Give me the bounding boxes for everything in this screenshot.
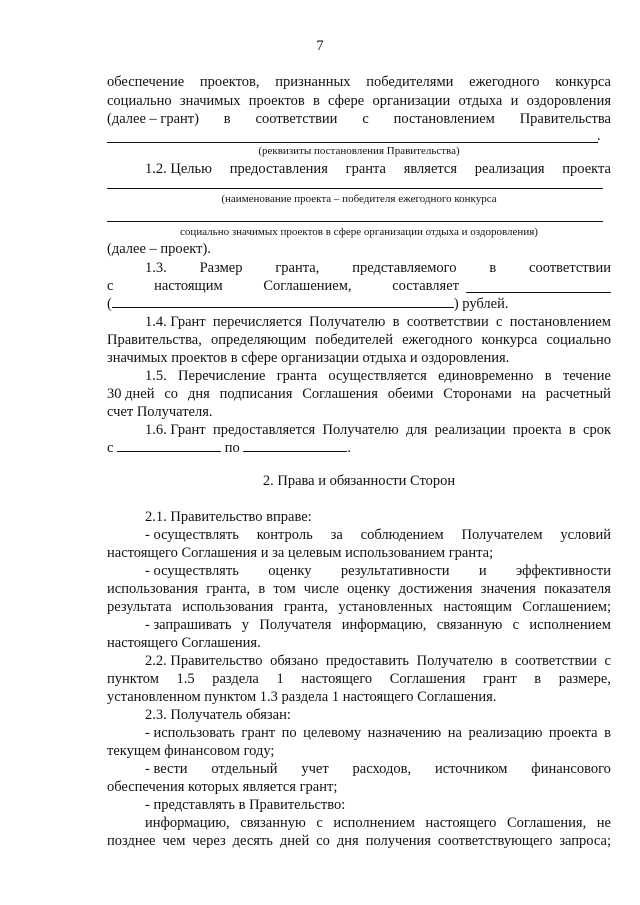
word: учет	[301, 761, 329, 777]
word: показателя	[544, 581, 611, 597]
word: настоящим	[154, 278, 223, 294]
word: - вести	[145, 761, 188, 777]
word: со	[316, 833, 330, 849]
line	[145, 421, 611, 439]
section-heading: 2. Права и обязанности Сторон	[262, 473, 456, 489]
word: гранта,	[283, 599, 328, 615]
word: достижения	[398, 581, 473, 597]
word: 2.2. Правительство	[145, 653, 263, 669]
line	[145, 562, 611, 580]
line	[145, 652, 611, 670]
word: Соглашения	[389, 671, 466, 687]
line-end-period: .	[597, 128, 601, 144]
word: гранта,	[275, 260, 320, 276]
word: проекта	[548, 725, 598, 741]
date-to-blank	[243, 439, 347, 452]
word: и	[478, 563, 487, 579]
word: в	[489, 260, 497, 276]
word: оценку	[268, 563, 312, 579]
word: том	[273, 581, 296, 597]
word: реализация	[474, 161, 545, 177]
line	[145, 616, 611, 634]
word: информацию,	[341, 617, 427, 633]
word: 1.3.	[145, 260, 167, 276]
word: грант	[482, 671, 517, 687]
word: в	[500, 653, 508, 669]
word: организации	[372, 93, 451, 109]
line: счет Получателя.	[107, 404, 213, 420]
word: запроса;	[559, 833, 611, 849]
word: 1	[276, 671, 284, 687]
word: 1.4. Грант	[145, 314, 206, 330]
word: (далее – грант)	[107, 111, 199, 127]
amount-blank	[112, 295, 454, 308]
word: за	[330, 527, 343, 543]
word: настоящим	[443, 599, 512, 615]
line	[145, 313, 611, 331]
word: назначению	[367, 725, 442, 741]
blank-line	[107, 142, 598, 143]
word: источником	[434, 761, 508, 777]
word: предоставляется	[212, 422, 316, 438]
word: Соглашения,	[506, 815, 587, 831]
word: - использовать	[145, 725, 235, 741]
word: результата	[107, 599, 172, 615]
word: гранта,	[206, 581, 251, 597]
line	[145, 724, 611, 742]
word: постановлением	[393, 111, 495, 127]
word: дней	[279, 833, 310, 849]
word: в	[604, 725, 611, 741]
word: отдельный	[211, 761, 278, 777]
line: - представлять в Правительство:	[145, 797, 346, 813]
line: обеспечения которых является грант;	[107, 779, 338, 795]
word: не	[596, 815, 611, 831]
word: с	[496, 314, 503, 330]
word: соответствии	[406, 314, 489, 330]
line	[107, 439, 611, 457]
word: в	[312, 93, 320, 109]
word: Получателю	[416, 653, 493, 669]
word: составляет	[392, 278, 459, 294]
word: на	[447, 725, 462, 741]
word: финансового	[531, 761, 611, 777]
line	[145, 526, 611, 544]
blank-line	[107, 188, 603, 189]
word: Получателем	[461, 527, 543, 543]
to-label: по	[224, 440, 240, 456]
word: соответствии	[529, 260, 611, 276]
word: Получателя	[259, 617, 332, 633]
word: ежегодного	[469, 74, 540, 90]
word: победителями	[366, 74, 454, 90]
line	[107, 670, 611, 688]
word: Правительства,	[107, 332, 202, 348]
word: настоящего	[425, 815, 497, 831]
line	[107, 295, 611, 313]
word: течение	[562, 368, 611, 384]
word: связанную	[436, 617, 503, 633]
line	[107, 92, 611, 110]
field-hint: социально значимых проектов в сфере организации отдыха и оздоровления)	[180, 226, 538, 238]
line-end-period: .	[347, 440, 351, 456]
word: гранта	[345, 161, 386, 177]
word: по	[281, 725, 297, 741]
word: обеими	[387, 386, 434, 402]
blank-line	[107, 221, 603, 222]
word: конкурса	[481, 332, 538, 348]
word: дня	[187, 386, 210, 402]
word: с	[107, 278, 114, 294]
word: в	[544, 368, 552, 384]
line	[145, 160, 611, 178]
word: значения	[480, 581, 536, 597]
word: использования	[107, 581, 199, 597]
word: для	[406, 422, 428, 438]
word: 1.2. Целью	[145, 161, 212, 177]
word: победителей	[315, 332, 394, 348]
word: информацию,	[145, 815, 230, 831]
word: с	[512, 617, 520, 633]
word: обеспечение	[107, 74, 185, 90]
word: представляемого	[352, 260, 457, 276]
word: - осуществлять	[145, 527, 239, 543]
word: Получателю	[322, 422, 399, 438]
word: проекта	[512, 422, 562, 438]
line: 2.3. Получатель обязан:	[145, 707, 291, 723]
word: значимых	[179, 93, 241, 109]
word: чем	[162, 833, 186, 849]
word: у	[241, 617, 250, 633]
blank-line	[466, 292, 611, 293]
line: (далее – проект).	[107, 241, 211, 257]
word: на	[521, 386, 536, 402]
word: Сторонами	[443, 386, 512, 402]
word: в	[223, 111, 231, 127]
word: сфере	[328, 93, 365, 109]
word: в	[392, 314, 400, 330]
line	[107, 73, 611, 91]
word: настоящего	[301, 671, 373, 687]
word: Соглашения	[302, 386, 378, 402]
word: использования	[182, 599, 274, 615]
word: условий	[560, 527, 611, 543]
word: единовременно	[438, 368, 534, 384]
word: связанную	[240, 815, 306, 831]
word: обязано	[270, 653, 319, 669]
word: - запрашивать	[145, 617, 232, 633]
word: проектов,	[199, 74, 260, 90]
word: получения	[365, 833, 431, 849]
line: значимых проектов в сфере организации отдыха и оздоровления.	[107, 350, 510, 366]
word: установленных	[338, 599, 433, 615]
paren-close: ) рублей.	[453, 296, 509, 312]
word: пунктом	[107, 671, 159, 687]
word: в	[258, 581, 266, 597]
word: размере,	[558, 671, 611, 687]
word: десять	[232, 833, 273, 849]
word: срок	[583, 422, 611, 438]
line	[107, 277, 459, 295]
word: 30 дней	[107, 386, 155, 402]
word: Получателю	[309, 314, 386, 330]
date-from-blank	[117, 439, 221, 452]
word: раздела	[212, 671, 259, 687]
word: Правительства	[519, 111, 611, 127]
word: признанных	[275, 74, 351, 90]
word: исполнением	[333, 815, 415, 831]
word: соответствии	[514, 653, 597, 669]
line: 2.1. Правительство вправе:	[145, 509, 312, 525]
word: результативности	[340, 563, 450, 579]
word: исполнением	[529, 617, 611, 633]
line: настоящего Соглашения.	[107, 635, 261, 651]
from-label: с	[107, 440, 114, 456]
word: целевому	[303, 725, 362, 741]
paren-open: (	[107, 296, 112, 312]
word: числе	[303, 581, 339, 597]
word: проектов	[248, 93, 305, 109]
line: текущем финансовом году;	[107, 743, 275, 759]
word: отдыха	[458, 93, 503, 109]
word: 1.5	[176, 671, 195, 687]
word: проекта	[562, 161, 611, 177]
line	[145, 760, 611, 778]
line: настоящего Соглашения и за целевым использованием гранта;	[107, 545, 494, 561]
word: соблюдением	[360, 527, 444, 543]
word: соответствии	[255, 111, 338, 127]
word: в	[534, 671, 542, 687]
word: реализации	[434, 422, 506, 438]
page-number: 7	[316, 38, 324, 54]
word: реализацию	[468, 725, 543, 741]
word: постановлением	[509, 314, 611, 330]
word: соответствующего	[437, 833, 553, 849]
word: - осуществлять	[145, 563, 239, 579]
word: ежегодного	[402, 332, 473, 348]
word: эффективности	[516, 563, 611, 579]
line	[107, 598, 611, 616]
word: в	[568, 422, 576, 438]
word: со	[164, 386, 179, 402]
line	[107, 331, 611, 349]
line	[145, 814, 611, 832]
line	[145, 367, 611, 385]
word: оценку	[347, 581, 391, 597]
word: оздоровления	[526, 93, 611, 109]
field-hint: (наименование проекта – победителя ежегодного конкурса	[221, 193, 497, 205]
word: осуществляется	[328, 368, 427, 384]
word: социально	[546, 332, 611, 348]
word: перечисляется	[212, 314, 302, 330]
word: расчетный	[545, 386, 611, 402]
line	[145, 259, 611, 277]
word: с	[316, 815, 323, 831]
line	[107, 110, 611, 128]
word: расходов,	[352, 761, 412, 777]
word: позднее	[107, 833, 156, 849]
word: через	[192, 833, 226, 849]
word: подписания	[219, 386, 293, 402]
word: и	[510, 93, 519, 109]
word: с	[604, 653, 611, 669]
line	[107, 385, 611, 403]
word: Соглашением,	[263, 278, 352, 294]
word: предоставления	[229, 161, 328, 177]
line	[107, 580, 611, 598]
word: с	[362, 111, 369, 127]
word: предоставить	[325, 653, 410, 669]
word: конкурса	[555, 74, 611, 90]
word: определяющим	[210, 332, 307, 348]
word: грант	[241, 725, 276, 741]
word: контроль	[256, 527, 313, 543]
word: 1.5.	[145, 368, 167, 384]
word: Соглашением;	[522, 599, 611, 615]
word: Размер	[199, 260, 243, 276]
line: установленном пунктом 1.3 раздела 1 настоящего Соглашения.	[107, 689, 497, 705]
word: является	[403, 161, 458, 177]
line	[107, 832, 611, 850]
word: Перечисление	[178, 368, 266, 384]
field-hint: (реквизиты постановления Правительства)	[258, 145, 460, 157]
word: гранта	[276, 368, 318, 384]
word: 1.6. Грант	[145, 422, 206, 438]
word: социально	[107, 93, 172, 109]
word: дня	[336, 833, 359, 849]
